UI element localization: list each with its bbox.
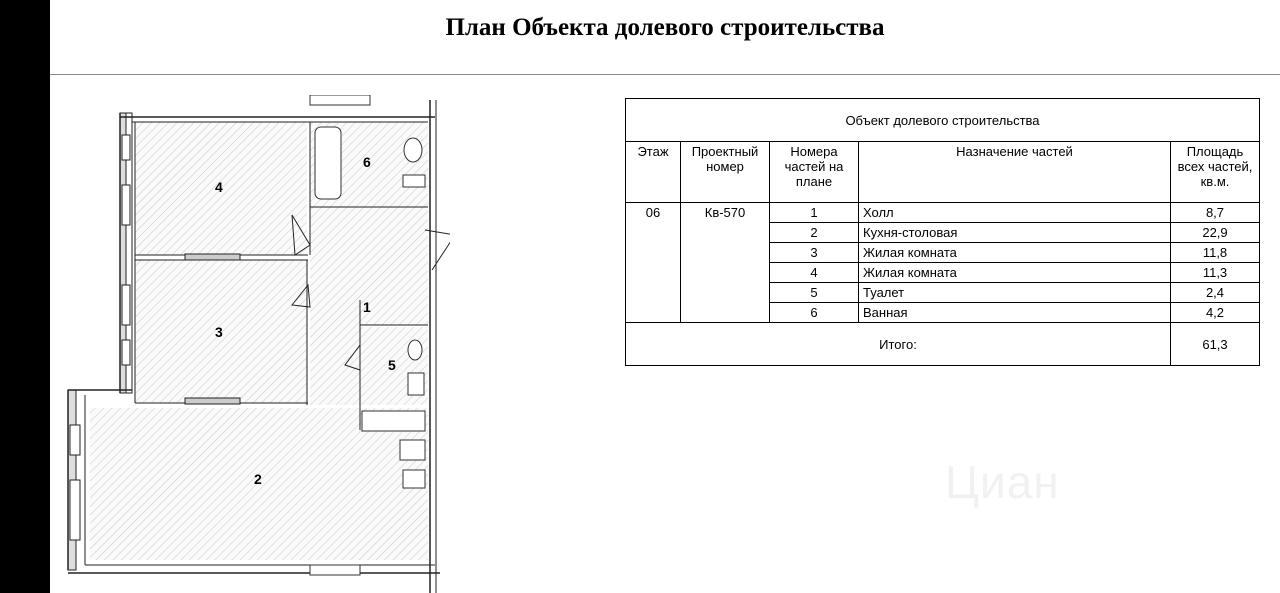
- total-label: Итого:: [626, 323, 1171, 366]
- row-num: 5: [770, 283, 859, 303]
- row-area: 22,9: [1171, 223, 1260, 243]
- total-value: 61,3: [1171, 323, 1260, 366]
- table-caption: Объект долевого строительства: [626, 99, 1260, 142]
- row-num: 1: [770, 203, 859, 223]
- row-num: 2: [770, 223, 859, 243]
- row-purpose: Холл: [859, 203, 1171, 223]
- header-part-numbers: Номера частей на плане: [770, 142, 859, 203]
- total-row: [626, 323, 1260, 366]
- row-area: 11,8: [1171, 243, 1260, 263]
- floor-plan: [60, 95, 450, 593]
- rooms-table: [625, 98, 1260, 366]
- header-purpose: Назначение частей: [859, 142, 1171, 203]
- row-purpose: Туалет: [859, 283, 1171, 303]
- row-area: 2,4: [1171, 283, 1260, 303]
- watermark: Циан: [945, 456, 1060, 508]
- table-row: [626, 203, 1260, 223]
- row-purpose: Ванная: [859, 303, 1171, 323]
- project-number-value: Кв-570: [681, 203, 770, 323]
- page-title: План Объекта долевого строительства: [445, 14, 885, 41]
- row-purpose: Кухня-столовая: [859, 223, 1171, 243]
- left-black-bar: [0, 0, 50, 593]
- row-area: 4,2: [1171, 303, 1260, 323]
- row-purpose: Жилая комната: [859, 263, 1171, 283]
- title-divider: [50, 74, 1280, 75]
- header-area: Площадь всех частей, кв.м.: [1171, 142, 1260, 203]
- room-label-2: 2: [254, 471, 262, 487]
- header-project-number: Проектный номер: [681, 142, 770, 203]
- room-label-5: 5: [388, 357, 396, 373]
- row-num: 6: [770, 303, 859, 323]
- row-purpose: Жилая комната: [859, 243, 1171, 263]
- row-num: 3: [770, 243, 859, 263]
- floor-value: 06: [626, 203, 681, 323]
- room-label-4: 4: [215, 179, 223, 195]
- room-label-3: 3: [215, 324, 223, 340]
- header-floor: Этаж: [626, 142, 681, 203]
- room-label-6: 6: [363, 154, 371, 170]
- row-area: 11,3: [1171, 263, 1260, 283]
- room-label-1: 1: [363, 299, 371, 315]
- row-area: 8,7: [1171, 203, 1260, 223]
- row-num: 4: [770, 263, 859, 283]
